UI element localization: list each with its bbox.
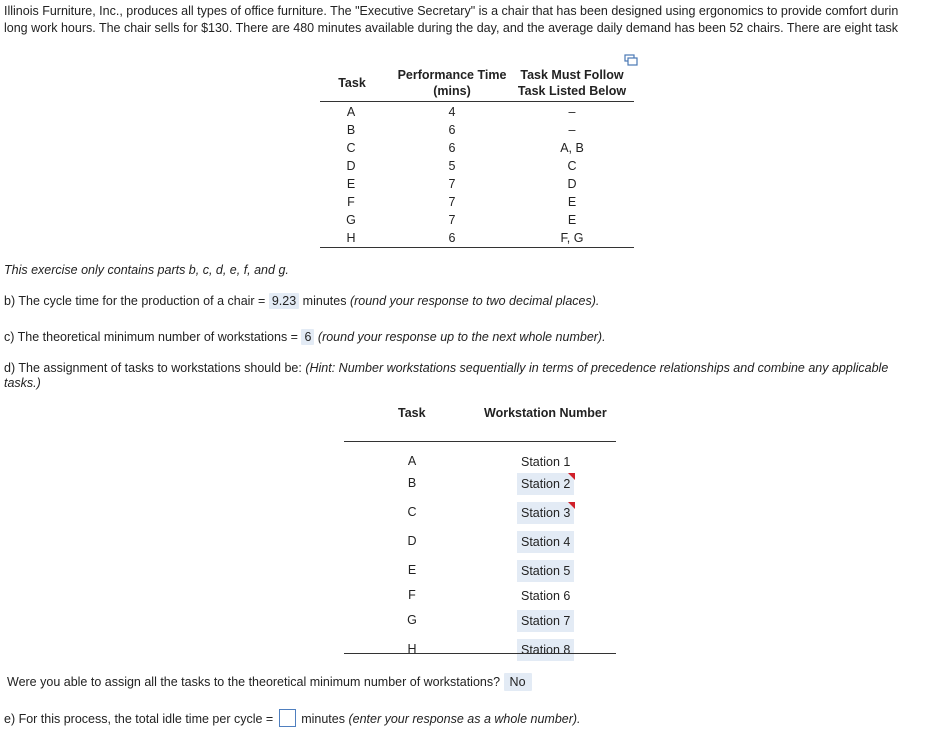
part-c	[4, 329, 606, 345]
station-answer-dropdown[interactable]	[517, 473, 574, 495]
station-answer-label: Station 5	[521, 564, 571, 578]
header-task: Task	[338, 76, 366, 90]
task-row-prec-cell: E	[567, 213, 577, 227]
task-row-prec-cell: F, G	[560, 231, 584, 245]
station-answer-dropdown[interactable]	[517, 639, 574, 661]
task-row-prec-cell: C	[567, 159, 577, 173]
station-row-task: A	[407, 454, 417, 468]
station-answer-label: Station 8	[521, 643, 571, 657]
station-answer-label: Station 1	[521, 455, 571, 469]
part-b	[4, 293, 599, 309]
task-row-task-cell: H	[346, 231, 356, 245]
station-answer-label: Station 6	[521, 589, 571, 603]
station-answer-label: Station 2	[521, 477, 571, 491]
task-row-task-cell: D	[346, 159, 356, 173]
header-precedence: Task Must Follow Task Listed Below	[517, 68, 627, 98]
header-task: Task	[398, 406, 426, 420]
part-b-prefix: b) The cycle time for the production of a chair =	[4, 294, 266, 308]
assign-question	[7, 673, 532, 691]
station-row-task: H	[407, 642, 417, 656]
copy-table-icon[interactable]	[624, 54, 638, 66]
task-row-prec-cell: A, B	[560, 141, 584, 155]
task-row-time-cell: 7	[448, 195, 456, 209]
station-answer-dropdown[interactable]	[517, 610, 574, 632]
station-row-task: E	[407, 563, 417, 577]
workstation-table	[344, 401, 616, 655]
part-e-suffix: minutes	[301, 712, 345, 726]
task-row-time-cell: 5	[448, 159, 456, 173]
task-row-time-cell: 4	[448, 105, 456, 119]
part-d-hint-cont: tasks.)	[4, 376, 41, 390]
station-answer-label: Station 7	[521, 614, 571, 628]
station-row-task: G	[407, 613, 417, 627]
station-row-task: D	[407, 534, 417, 548]
incorrect-flag-icon	[568, 473, 575, 480]
task-row-prec-cell: –	[568, 123, 576, 137]
part-b-hint: (round your response to two decimal places).	[349, 294, 600, 308]
part-c-prefix: c) The theoretical minimum number of workstations =	[4, 330, 298, 344]
table-rule	[344, 441, 616, 442]
task-row-prec-cell: D	[567, 177, 577, 191]
header-workstation-number: Workstation Number	[484, 406, 607, 420]
task-row-task-cell: G	[346, 213, 356, 227]
part-e-hint: (enter your response as a whole number).	[348, 712, 581, 726]
part-e	[4, 709, 581, 727]
task-row-time-cell: 6	[448, 123, 456, 137]
station-answer-label: Station 3	[521, 506, 571, 520]
intro-paragraph	[4, 3, 930, 37]
task-row-task-cell: F	[347, 195, 355, 209]
table-rule	[320, 247, 634, 248]
intro-line-2: long work hours. The chair sells for $130. There are 480 minutes available during the day, and the average daily demand has been 52 chairs. There are eight task	[4, 21, 899, 35]
assign-question-text: Were you able to assign all the tasks to the theoretical minimum number of workstations?	[7, 675, 501, 689]
part-d-hint: (Hint: Number workstations sequentially in terms of precedence relationships and combine any applicable	[305, 361, 889, 375]
task-row-time-cell: 7	[448, 213, 456, 227]
idle-time-input[interactable]	[279, 709, 296, 727]
header-performance-time: Performance Time (mins)	[397, 68, 507, 98]
station-answer-dropdown[interactable]	[517, 531, 574, 553]
station-answer-dropdown[interactable]	[517, 585, 574, 607]
task-row-task-cell: C	[346, 141, 356, 155]
task-row-time-cell: 6	[448, 141, 456, 155]
assign-question-answer[interactable]: No	[504, 673, 532, 691]
cycle-time-answer[interactable]: 9.23	[269, 293, 299, 309]
station-answer-dropdown[interactable]	[517, 451, 574, 473]
station-row-task: F	[408, 588, 416, 602]
part-d-prefix: d) The assignment of tasks to workstations should be:	[4, 361, 302, 375]
part-c-hint: (round your response up to the next whole number).	[317, 330, 606, 344]
intro-line-1: Illinois Furniture, Inc., produces all types of office furniture. The "Executive Secretary" is a chair that has been designed using ergonomics to provide comfort durin	[4, 4, 899, 18]
part-e-prefix: e) For this process, the total idle time per cycle =	[4, 712, 274, 726]
task-row-task-cell: E	[346, 177, 356, 191]
task-row-time-cell: 7	[448, 177, 456, 191]
scope-note: This exercise only contains parts b, c, d, e, f, and g.	[4, 263, 289, 277]
part-d	[4, 361, 888, 375]
incorrect-flag-icon	[568, 502, 575, 509]
min-workstations-answer[interactable]: 6	[301, 329, 314, 345]
table-rule	[320, 101, 634, 102]
table-rule	[344, 653, 616, 654]
station-answer-dropdown[interactable]	[517, 502, 574, 524]
task-row-task-cell: B	[346, 123, 356, 137]
station-answer-dropdown[interactable]	[517, 560, 574, 582]
station-answer-label: Station 4	[521, 535, 571, 549]
task-row-prec-cell: –	[568, 105, 576, 119]
task-row-time-cell: 6	[448, 231, 456, 245]
task-row-task-cell: A	[346, 105, 356, 119]
part-b-suffix: minutes	[302, 294, 347, 308]
station-row-task: C	[407, 505, 417, 519]
task-row-prec-cell: E	[567, 195, 577, 209]
station-row-task: B	[407, 476, 417, 490]
